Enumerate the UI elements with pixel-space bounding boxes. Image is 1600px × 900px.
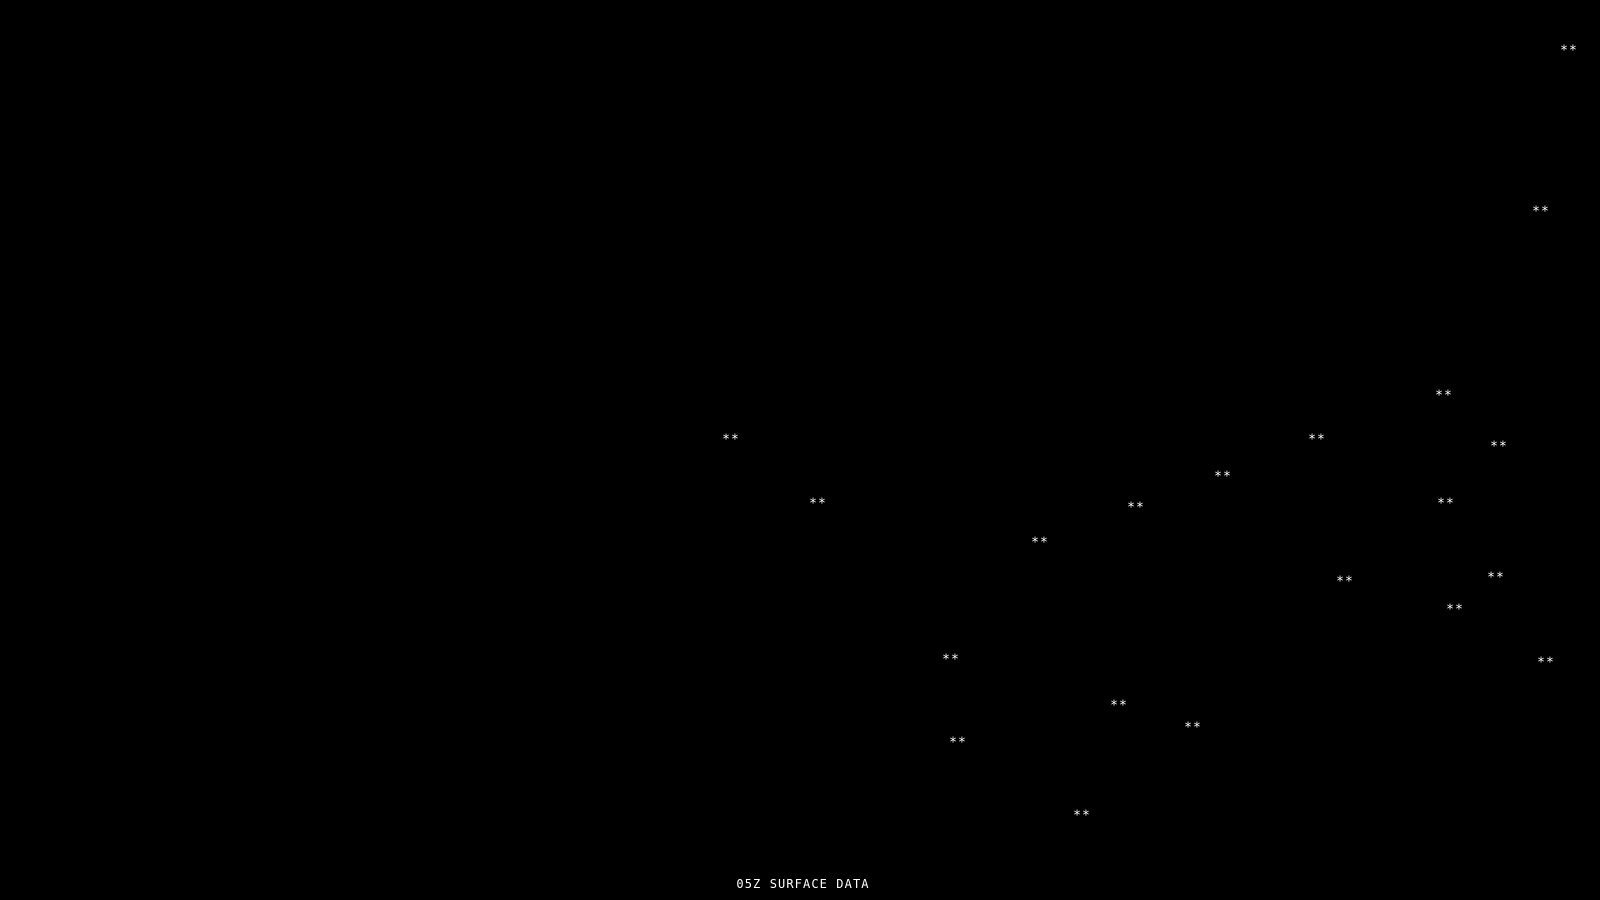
- station-marker: **: [1308, 432, 1326, 448]
- station-marker: **: [949, 735, 967, 751]
- station-marker: **: [1537, 655, 1555, 671]
- station-marker: **: [1073, 808, 1091, 824]
- station-marker: **: [1446, 602, 1464, 618]
- station-marker: **: [1031, 535, 1049, 551]
- station-marker: **: [1336, 574, 1354, 590]
- station-marker: **: [1560, 43, 1578, 59]
- station-marker: **: [1435, 388, 1453, 404]
- station-marker: **: [1127, 500, 1145, 516]
- station-marker: **: [1184, 720, 1202, 736]
- station-marker: **: [722, 432, 740, 448]
- station-marker: **: [1490, 439, 1508, 455]
- station-marker: **: [809, 496, 827, 512]
- station-marker: **: [1532, 204, 1550, 220]
- chart-caption: 05Z SURFACE DATA: [736, 877, 870, 891]
- station-marker: **: [1110, 698, 1128, 714]
- station-marker: **: [942, 652, 960, 668]
- station-marker: **: [1437, 496, 1455, 512]
- station-marker: **: [1487, 570, 1505, 586]
- station-marker: **: [1214, 469, 1232, 485]
